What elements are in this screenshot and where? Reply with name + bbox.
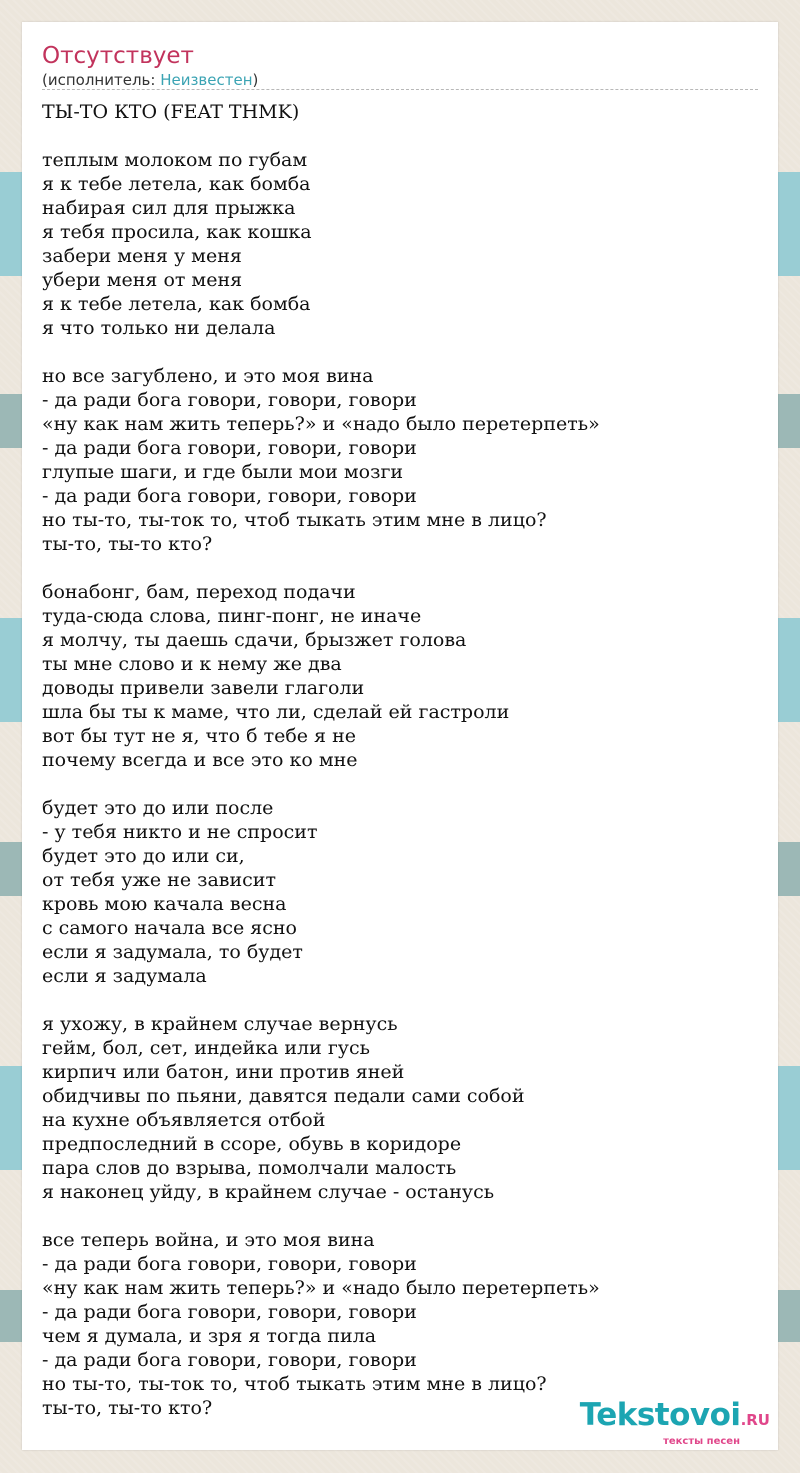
lyric-line: я молчу, ты даешь сдачи, брызжет голова bbox=[42, 629, 467, 651]
lyric-line: я к тебе летела, как бомба bbox=[42, 173, 311, 195]
lyric-line: я к тебе летела, как бомба bbox=[42, 293, 311, 315]
lyrics-card bbox=[22, 22, 778, 1450]
lyric-line: ты мне слово и к нему же два bbox=[42, 653, 342, 675]
lyric-line: я что только ни делала bbox=[42, 317, 276, 339]
lyric-line: теплым молоком по губам bbox=[42, 149, 308, 171]
lyric-line: но ты-то, ты-ток то, чтоб тыкать этим мне в лицо? bbox=[42, 1373, 547, 1395]
lyric-line: я ухожу, в крайнем случае вернусь bbox=[42, 1013, 398, 1035]
divider bbox=[42, 89, 758, 90]
performer-suffix: ) bbox=[252, 71, 259, 89]
lyric-line: если я задумала, то будет bbox=[42, 941, 303, 963]
lyric-line: я тебя просила, как кошка bbox=[42, 221, 312, 243]
lyric-line: «ну как нам жить теперь?» и «надо было перетерпеть» bbox=[42, 1277, 600, 1299]
lyric-line: - да ради бога говори, говори, говори bbox=[42, 389, 417, 411]
lyric-line: - да ради бога говори, говори, говори bbox=[42, 437, 417, 459]
song-title: ТЫ-ТО КТО (FEAT THMK) bbox=[42, 101, 300, 123]
logo-tld: .RU bbox=[740, 1411, 770, 1429]
lyric-line bbox=[42, 772, 758, 796]
lyric-line: туда-сюда слова, пинг-понг, не иначе bbox=[42, 605, 422, 627]
lyric-line bbox=[42, 556, 758, 580]
lyric-line: будет это до или после bbox=[42, 797, 274, 819]
lyric-line: - да ради бога говори, говори, говори bbox=[42, 1301, 417, 1323]
lyric-line: но ты-то, ты-ток то, чтоб тыкать этим мне в лицо? bbox=[42, 509, 547, 531]
lyric-line: чем я думала, и зря я тогда пила bbox=[42, 1325, 377, 1347]
lyric-line: шла бы ты к маме, что ли, сделай ей гастроли bbox=[42, 701, 510, 723]
lyric-line: с самого начала все ясно bbox=[42, 917, 297, 939]
performer-prefix: (исполнитель: bbox=[42, 71, 161, 89]
lyric-line: ты-то, ты-то кто? bbox=[42, 533, 213, 555]
lyric-line: если я задумала bbox=[42, 965, 207, 987]
lyric-line: обидчивы по пьяни, давятся педали сами собой bbox=[42, 1085, 525, 1107]
lyric-line: кирпич или батон, ини против яней bbox=[42, 1061, 405, 1083]
lyric-line bbox=[42, 340, 758, 364]
lyric-line: вот бы тут не я, что б тебе я не bbox=[42, 725, 356, 747]
lyric-line bbox=[42, 1204, 758, 1228]
lyric-line: глупые шаги, и где были мои мозги bbox=[42, 461, 404, 483]
lyric-line: будет это до или си, bbox=[42, 845, 245, 867]
lyric-line: - у тебя никто и не спросит bbox=[42, 821, 318, 843]
lyric-line: бонабонг, бам, переход подачи bbox=[42, 581, 356, 603]
lyric-line: от тебя уже не зависит bbox=[42, 869, 276, 891]
logo-tagline: тексты песен bbox=[663, 1436, 740, 1447]
lyrics-text bbox=[42, 148, 758, 1420]
artist-title[interactable]: Отсутствует bbox=[42, 43, 194, 69]
logo-wordmark bbox=[580, 1399, 770, 1436]
lyric-line: пара слов до взрыва, помолчали малость bbox=[42, 1157, 457, 1179]
lyric-line: «ну как нам жить теперь?» и «надо было перетерпеть» bbox=[42, 413, 600, 435]
lyric-line: все теперь война, и это моя вина bbox=[42, 1229, 375, 1251]
lyric-line: убери меня от меня bbox=[42, 269, 243, 291]
performer-link[interactable]: Неизвестен bbox=[160, 71, 253, 89]
lyric-line: гейм, бол, сет, индейка или гусь bbox=[42, 1037, 370, 1059]
performer-line bbox=[42, 70, 258, 90]
site-logo[interactable] bbox=[580, 1399, 770, 1448]
lyric-line: почему всегда и все это ко мне bbox=[42, 749, 358, 771]
lyric-line: - да ради бога говори, говори, говори bbox=[42, 485, 417, 507]
lyric-line: предпоследний в ссоре, обувь в коридоре bbox=[42, 1133, 462, 1155]
lyric-line: я наконец уйду, в крайнем случае - останусь bbox=[42, 1181, 495, 1203]
lyric-line: кровь мою качала весна bbox=[42, 893, 287, 915]
lyric-line: но все загублено, и это моя вина bbox=[42, 365, 374, 387]
lyric-line: ты-то, ты-то кто? bbox=[42, 1397, 213, 1419]
lyric-line: - да ради бога говори, говори, говори bbox=[42, 1253, 417, 1275]
lyric-line: на кухне объявляется отбой bbox=[42, 1109, 326, 1131]
lyric-line bbox=[42, 988, 758, 1012]
lyric-line: - да ради бога говори, говори, говори bbox=[42, 1349, 417, 1371]
lyric-line: забери меня у меня bbox=[42, 245, 242, 267]
lyric-line: доводы привели завели глаголи bbox=[42, 677, 365, 699]
logo-main: Tekstovoi bbox=[579, 1397, 741, 1433]
lyric-line: набирая сил для прыжка bbox=[42, 197, 296, 219]
